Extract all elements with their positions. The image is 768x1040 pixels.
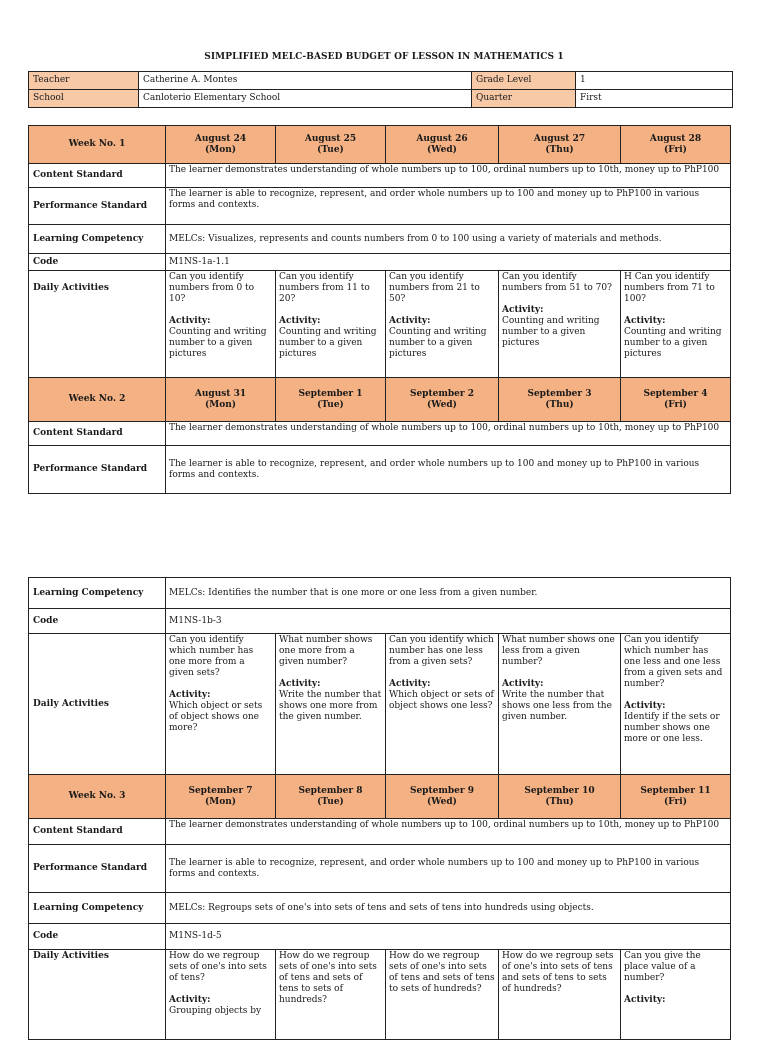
learning-competency-text: MELCs: Identifies the number that is one more or one less from a given number. bbox=[166, 578, 731, 609]
daily-activity-cell: Can you identify numbers from 51 to 70? Activity: Counting and writing number to a given pictures bbox=[499, 271, 621, 378]
learning-competency-text: MELCs: Visualizes, represents and counts numbers from 0 to 100 using a variety of materials and methods. bbox=[166, 225, 731, 254]
week-3-day-header: September 8 (Tue) bbox=[276, 775, 386, 819]
week-2-day-header: September 2 (Wed) bbox=[386, 378, 499, 422]
week-3-day-header: September 9 (Wed) bbox=[386, 775, 499, 819]
budget-table-page2 bbox=[28, 577, 731, 1040]
daily-activity-cell: What number shows one less from a given number? Activity: Write the number that shows one less from the given number. bbox=[499, 634, 621, 775]
grade-level-label: Grade Level bbox=[472, 72, 576, 90]
week-1-day-header: August 25 (Tue) bbox=[276, 126, 386, 164]
learning-competency-label: Learning Competency bbox=[29, 893, 166, 924]
week-2-day-header: August 31 (Mon) bbox=[166, 378, 276, 422]
week-1-day-header: August 27 (Thu) bbox=[499, 126, 621, 164]
performance-standard-label: Performance Standard bbox=[29, 845, 166, 893]
week-2-day-header: September 1 (Tue) bbox=[276, 378, 386, 422]
content-standard-text: The learner demonstrates understanding of whole numbers up to 100, ordinal numbers up to 10th, money up to PhP100 bbox=[166, 819, 731, 845]
code-value: M1NS-1b-3 bbox=[166, 609, 731, 634]
code-label: Code bbox=[29, 924, 166, 950]
code-label: Code bbox=[29, 609, 166, 634]
week-1-label: Week No. 1 bbox=[29, 126, 166, 164]
daily-activity-cell: How do we regroup sets of one's into sets of tens? Activity: Grouping objects by bbox=[166, 950, 276, 1040]
budget-table-page1 bbox=[28, 125, 731, 494]
learning-competency-text: MELCs: Regroups sets of one's into sets of tens and sets of tens into hundreds using objects. bbox=[166, 893, 731, 924]
week-1-day-header: August 24 (Mon) bbox=[166, 126, 276, 164]
daily-activity-cell: Can you identify which number has one less and one less from a given sets and number? Activity: Identify if the sets or number shows one more or one less. bbox=[621, 634, 731, 775]
code-value: M1NS-1d-5 bbox=[166, 924, 731, 950]
daily-activity-cell: Can you identify numbers from 21 to 50? Activity: Counting and writing number to a given pictures bbox=[386, 271, 499, 378]
performance-standard-label: Performance Standard bbox=[29, 188, 166, 225]
daily-activities-label: Daily Activities bbox=[29, 634, 166, 775]
quarter-value: First bbox=[576, 90, 733, 108]
daily-activity-cell: How do we regroup sets of one's into sets of tens and sets of tens to sets of hundreds? bbox=[386, 950, 499, 1040]
week-1-day-header: August 28 (Fri) bbox=[621, 126, 731, 164]
performance-standard-text: The learner is able to recognize, represent, and order whole numbers up to 100 and money up to PhP100 in various forms and contexts. bbox=[166, 188, 731, 225]
daily-activity-cell: Can you identify numbers from 0 to 10? Activity: Counting and writing number to a given pictures bbox=[166, 271, 276, 378]
code-label: Code bbox=[29, 254, 166, 271]
quarter-label: Quarter bbox=[472, 90, 576, 108]
week-2-day-header: September 3 (Thu) bbox=[499, 378, 621, 422]
performance-standard-text: The learner is able to recognize, represent, and order whole numbers up to 100 and money up to PhP100 in various forms and contexts. bbox=[166, 845, 731, 893]
daily-activities-label: Daily Activities bbox=[29, 950, 166, 1040]
content-standard-label: Content Standard bbox=[29, 819, 166, 845]
grade-level-value: 1 bbox=[576, 72, 733, 90]
learning-competency-label: Learning Competency bbox=[29, 225, 166, 254]
daily-activity-cell: How do we regroup sets of one's into sets of tens and sets of tens to sets of hundreds? bbox=[499, 950, 621, 1040]
week-3-day-header: September 7 (Mon) bbox=[166, 775, 276, 819]
document-title: SIMPLIFIED MELC-BASED BUDGET OF LESSON IN MATHEMATICS 1 bbox=[204, 52, 564, 62]
week-3-day-header: September 11 (Fri) bbox=[621, 775, 731, 819]
content-standard-label: Content Standard bbox=[29, 422, 166, 446]
daily-activity-cell: What number shows one more from a given number? Activity: Write the number that shows one more from the given number. bbox=[276, 634, 386, 775]
content-standard-text: The learner demonstrates understanding of whole numbers up to 100, ordinal numbers up to 10th, money up to PhP100 bbox=[166, 422, 731, 446]
week-2-day-header: September 4 (Fri) bbox=[621, 378, 731, 422]
teacher-label: Teacher bbox=[29, 72, 139, 90]
daily-activity-cell: Can you identify which number has one less from a given sets? Activity: Which object or sets of object shows one less? bbox=[386, 634, 499, 775]
header-info-table bbox=[28, 71, 733, 108]
school-label: School bbox=[29, 90, 139, 108]
daily-activity-cell: Can you identify numbers from 11 to 20? Activity: Counting and writing number to a given pictures bbox=[276, 271, 386, 378]
daily-activity-cell: Can you give the place value of a number? Activity: bbox=[621, 950, 731, 1040]
teacher-value: Catherine A. Montes bbox=[139, 72, 472, 90]
week-1-day-header: August 26 (Wed) bbox=[386, 126, 499, 164]
content-standard-label: Content Standard bbox=[29, 164, 166, 188]
daily-activity-cell: H Can you identify numbers from 71 to 100? Activity: Counting and writing number to a given pictures bbox=[621, 271, 731, 378]
performance-standard-label: Performance Standard bbox=[29, 446, 166, 494]
content-standard-text: The learner demonstrates understanding of whole numbers up to 100, ordinal numbers up to 10th, money up to PhP100 bbox=[166, 164, 731, 188]
code-value: M1NS-1a-1.1 bbox=[166, 254, 731, 271]
week-3-day-header: September 10 (Thu) bbox=[499, 775, 621, 819]
learning-competency-label: Learning Competency bbox=[29, 578, 166, 609]
performance-standard-text: The learner is able to recognize, represent, and order whole numbers up to 100 and money up to PhP100 in various forms and contexts. bbox=[166, 446, 731, 494]
daily-activities-label: Daily Activities bbox=[29, 271, 166, 378]
week-2-label: Week No. 2 bbox=[29, 378, 166, 422]
daily-activity-cell: How do we regroup sets of one's into sets of tens and sets of tens to sets of hundreds? bbox=[276, 950, 386, 1040]
school-value: Canloterio Elementary School bbox=[139, 90, 472, 108]
week-3-label: Week No. 3 bbox=[29, 775, 166, 819]
daily-activity-cell: Can you identify which number has one more from a given sets? Activity: Which object or sets of object shows one more? bbox=[166, 634, 276, 775]
